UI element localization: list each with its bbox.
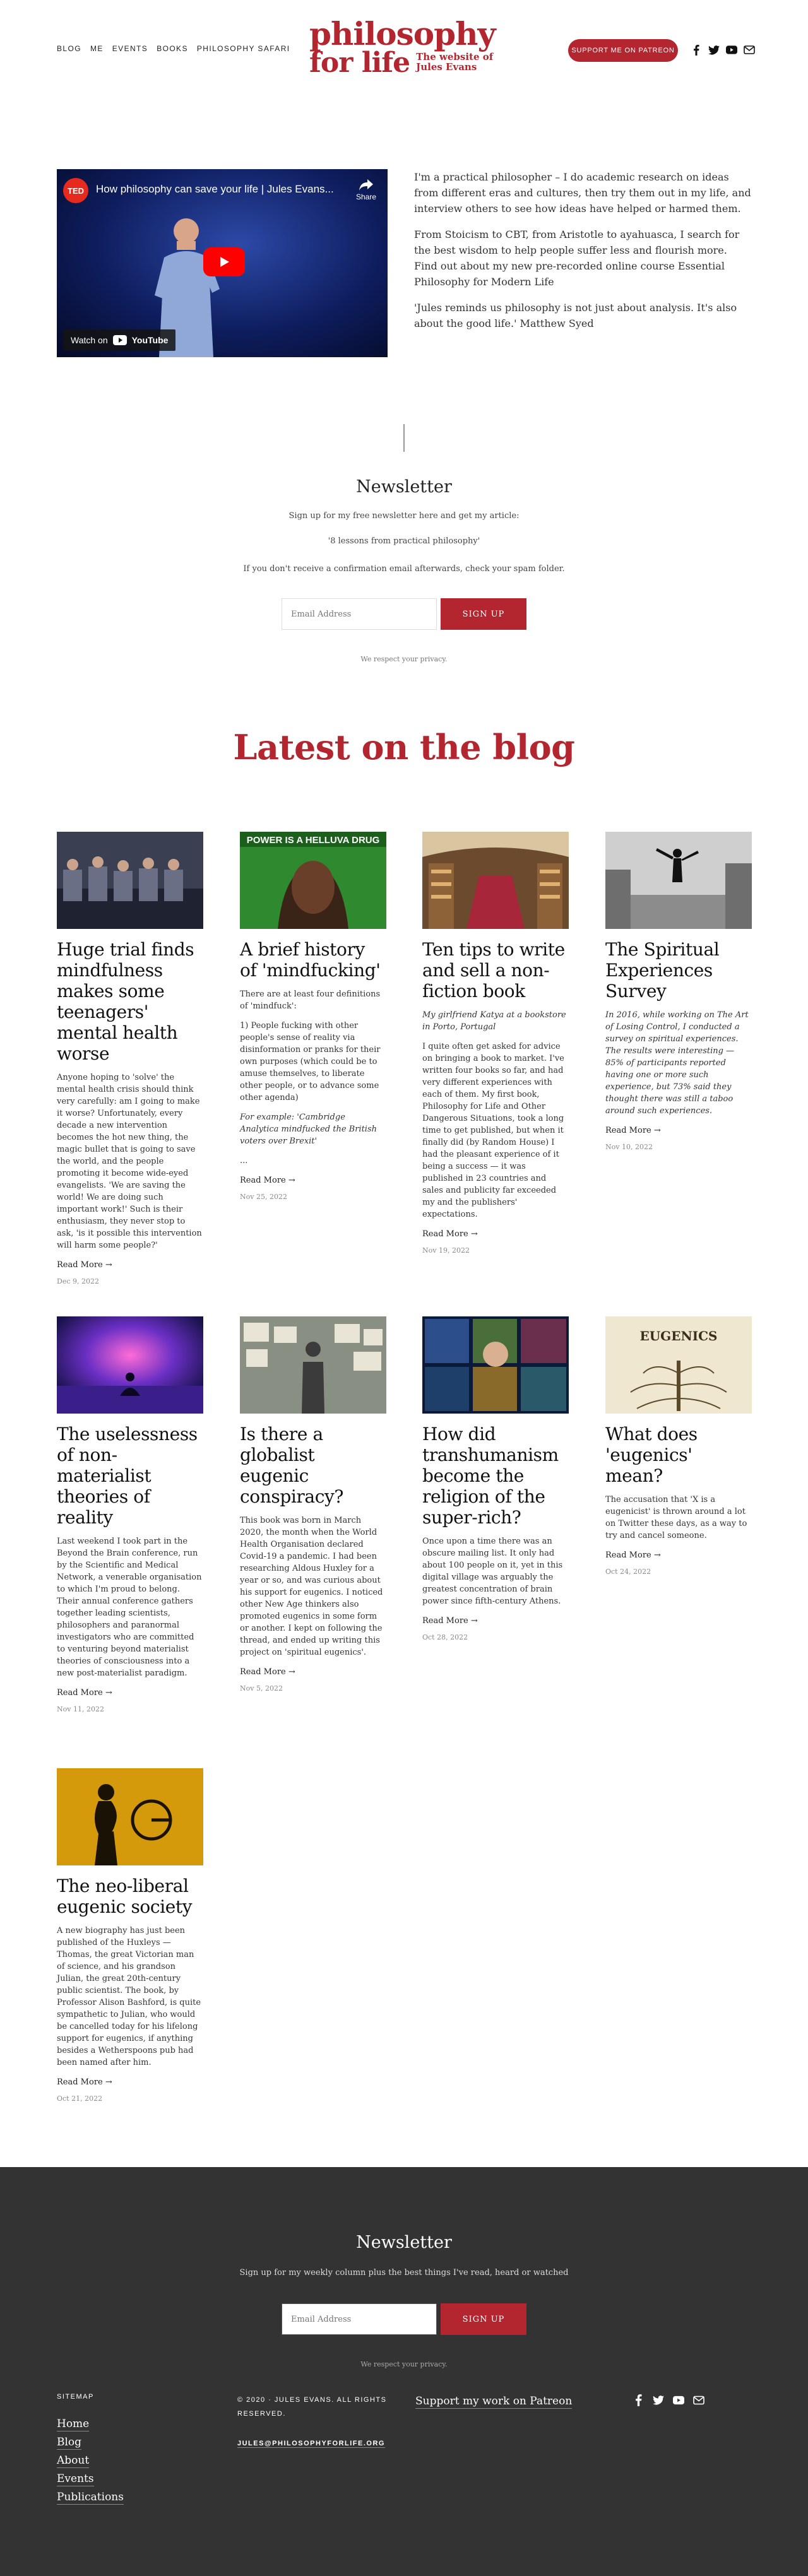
post-excerpt: The accusation that 'X is a eugenicist' is thrown around a lot on Twitter these days, as a way to try and cancel someone. [605,1495,747,1540]
email-icon[interactable] [744,44,755,56]
footer-newsletter-title: Newsletter [356,2233,452,2252]
twitter-icon[interactable] [653,2394,664,2406]
read-more-link[interactable]: Read More → [605,1551,661,1560]
newsletter-signup-button[interactable]: SIGN UP [441,598,526,630]
post-thumbnail[interactable] [422,1316,569,1414]
newsletter-privacy: We respect your privacy. [360,655,448,663]
post-date: Oct 21, 2022 [57,2094,103,2103]
read-more-link[interactable]: Read More → [422,1229,478,1239]
footer-social [633,2394,704,2406]
blog-post [57,1768,203,2103]
blog-post [422,1316,569,1641]
play-button[interactable] [203,247,245,276]
blog-post [240,832,386,1201]
post-thumbnail[interactable] [605,1316,752,1414]
post-title[interactable]: Huge trial finds mindfulness makes some teenagers' mental health worse [57,939,194,1064]
post-thumbnail[interactable] [422,832,569,929]
site-logo[interactable] [309,15,499,79]
footer-email-link[interactable]: JULES@PHILOSOPHYFORLIFE.ORG [237,2440,385,2447]
watch-on-youtube[interactable]: Watch on YouTube [63,329,175,351]
facebook-icon[interactable] [633,2394,644,2406]
nav-me[interactable]: ME [90,44,104,53]
post-excerpt: In 2016, while working on The Art of Losing Control, I conducted a survey on spiritual experiences. The results were interesting — 85% of participants reported having one or more such experience, but 73% said they thought there was still a taboo around such experiences. [605,1010,749,1116]
post-thumbnail[interactable] [57,832,203,929]
footer-email-input[interactable] [282,2303,437,2335]
post-date: Nov 11, 2022 [57,1705,104,1713]
post-date: Oct 28, 2022 [422,1633,468,1641]
divider [403,424,405,452]
logo-tagline: The website of Jules Evans [416,51,494,73]
footer-privacy: We respect your privacy. [360,2360,448,2368]
footer-newsletter-line: Sign up for my weekly column plus the best things I've read, heard or watched [239,2268,569,2278]
intro-text [414,169,751,341]
newsletter-line-2: '8 lessons from practical philosophy' [328,536,480,546]
footer-patreon-link[interactable]: Support my work on Patreon [415,2395,573,2408]
newsletter-email-input[interactable] [282,598,437,630]
sitemap-heading: SITEMAP [57,2393,94,2401]
post-excerpt: My girlfriend Katya at a bookstore in Porto, Portugal I quite often get asked for advice on bringing a book to market. I've written four books so far, and had very different experiences with each of them. My first book, Philosophy for Life and Other Dangerous Situations, took a long time to get published, but when it finally did (by Random House) I had the pleasant experience of it being a success — it was published in 23 countries and sales and publicity far exceeded my and the publishers' expectations. [422,1010,566,1219]
intro-paragraph-1: I'm a practical philosopher – I do academic research on ideas from different eras and cultures, then try them out in my life, and interview others to see how ideas have helped or harmed them. [414,171,751,215]
post-thumbnail[interactable] [240,1316,386,1414]
blog-post [605,1316,752,1576]
read-more-link[interactable]: Read More → [240,1176,295,1185]
twitter-icon[interactable] [708,44,720,56]
youtube-icon[interactable] [673,2394,684,2406]
post-title[interactable]: The neo-liberal eugenic society [57,1876,193,1917]
post-date: Nov 19, 2022 [422,1246,470,1255]
copyright: © 2020 · JULES EVANS. ALL RIGHTS RESERVED. [237,2396,387,2418]
patreon-button[interactable]: SUPPORT ME ON PATREON [568,39,678,62]
post-thumbnail[interactable] [605,832,752,929]
post-excerpt: Once upon a time there was an obscure mailing list. It only had about 100 people on it, yet in this digital village was arguably the greatest concentration of brain power since fifth-century Athens. [422,1537,563,1606]
post-date: Nov 10, 2022 [605,1143,653,1151]
post-title[interactable]: Ten tips to write and sell a non-fiction book [422,939,565,1001]
post-excerpt: Last weekend I took part in the Beyond the Brain conference, run by the Scientific and Medical Network, a venerable organisation to which I'm proud to belong. Their annual conference gathers together leading scientists, philosophers and paranormal investigators who are committed to venturing beyond materialist theories of consciousness into a new post-materialist paradigm. [57,1537,202,1678]
share-icon [359,179,373,191]
post-title[interactable]: What does 'eugenics' mean? [605,1424,698,1486]
post-date: Nov 25, 2022 [240,1193,287,1201]
site-header [0,0,808,101]
read-more-link[interactable]: Read More → [240,1667,295,1677]
post-thumbnail[interactable] [57,1316,203,1414]
footer-link-home[interactable]: Home [57,2418,90,2430]
footer-link-blog[interactable]: Blog [57,2436,82,2449]
post-title[interactable]: Is there a globalist eugenic conspiracy? [240,1424,344,1507]
read-more-link[interactable]: Read More → [57,2077,112,2087]
post-excerpt: This book was born in March 2020, the month when the World Health Organisation declared Covid-19 a pandemic. I had been researching Aldous Huxley for a year or so, and was curious about his support for eugenics. I noticed other New Age thinkers also promoted eugenics in some form or another. I kept on following the thread, and ended up writing this project on 'spiritual eugenics'. [240,1516,383,1657]
social-links [691,44,755,56]
main-nav [57,44,290,53]
read-more-link[interactable]: Read More → [57,1688,112,1698]
post-excerpt: There are at least four definitions of 'mindfuck': 1) People fucking with other people's sense of reality via disinformation or pranks for their own purposes (which could be to amuse themselves, to liberate other people, or to advance some other agenda) For example: 'Cambridge Analytica mindfucked the British voters over Brexit' ... [240,990,381,1166]
logo-line-1: philosophy [309,15,496,52]
svg-text:POWER IS A HELLUVA DRUG: POWER IS A HELLUVA DRUG [246,835,380,846]
video-title[interactable]: How philosophy can save your life | Jules Evans... [96,183,334,195]
blog-post [57,1316,203,1713]
read-more-link[interactable]: Read More → [57,1260,112,1270]
blog-post [605,832,752,1151]
ted-badge: TED [63,178,88,203]
play-icon [218,256,230,268]
eugenics-image-label: EUGENICS [639,1328,718,1344]
nav-events[interactable]: EVENTS [112,44,148,53]
logo-line-2: for life [309,47,410,79]
video-embed[interactable] [57,169,388,357]
nav-blog[interactable]: BLOG [57,44,81,53]
video-share[interactable]: Share [356,179,376,201]
site-footer [0,2167,808,2576]
post-title[interactable]: The Spiritual Experiences Survey [605,939,720,1001]
post-excerpt: Anyone hoping to 'solve' the mental health crisis should think very carefully: am I going to make it worse? Unfortunately, every decade a new intervention becomes the hot new thing, the magic bullet that is going to save the world, and the people promoting it become wide-eyed evangelists. 'We are saving the world! We are doing such important work!' Such is their enthusiasm, they never stop to ask, 'is it possible this intervention will harm some people?' [57,1073,202,1250]
footer-link-events[interactable]: Events [57,2473,94,2485]
intro-quote: 'Jules reminds us philosophy is not just about analysis. It's also about the good life.' Matthew Syed [414,302,737,329]
post-thumbnail[interactable] [240,832,386,929]
blog-post [240,1316,386,1693]
read-more-link[interactable]: Read More → [605,1126,661,1135]
nav-philosophy-safari[interactable]: PHILOSOPHY SAFARI [196,44,290,53]
nav-books[interactable]: BOOKS [157,44,188,53]
post-title[interactable]: How did transhumanism become the religion of the super-rich? [422,1424,559,1528]
footer-link-about[interactable]: About [57,2454,90,2467]
blog-heading: Latest on the blog [233,727,575,767]
post-title[interactable]: The uselessness of non-materialist theories of reality [57,1424,198,1528]
post-thumbnail[interactable] [57,1768,203,1865]
email-icon[interactable] [693,2394,704,2406]
intro-paragraph-2: From Stoicism to CBT, from Aristotle to ayahuasca, I search for the best wisdom to help people suffer less and flourish more. Find out about my new pre-recorded online course Essential Philosophy for Modern Life [414,228,740,288]
blog-post [422,832,569,1255]
newsletter-title: Newsletter [356,477,452,497]
facebook-icon[interactable] [691,44,702,56]
footer-signup-button[interactable]: SIGN UP [441,2303,526,2335]
youtube-logo-icon [113,335,127,345]
youtube-icon[interactable] [726,44,737,56]
post-date: Nov 5, 2022 [240,1684,283,1693]
newsletter-line-3: If you don't receive a confirmation email afterwards, check your spam folder. [243,564,565,574]
blog-post [57,832,203,1285]
newsletter-line-1: Sign up for my free newsletter here and get my article: [288,511,520,521]
post-title[interactable]: A brief history of 'mindfucking' [240,939,381,981]
footer-link-publications[interactable]: Publications [57,2491,124,2503]
post-date: Dec 9, 2022 [57,1277,99,1285]
post-date: Oct 24, 2022 [605,1568,651,1576]
post-excerpt: A new biography has just been published of the Huxleys — Thomas, the great Victorian man of science, and his grandson Julian, the great 20th-century public scientist. The book, by Professor Alison Bashford, is quite sympathetic to Julian, who would be cancelled today for his lifelong support for eugenics, if anything besides a Wetherspoons pub had been named after him. [57,1926,201,2067]
read-more-link[interactable]: Read More → [422,1616,478,1626]
